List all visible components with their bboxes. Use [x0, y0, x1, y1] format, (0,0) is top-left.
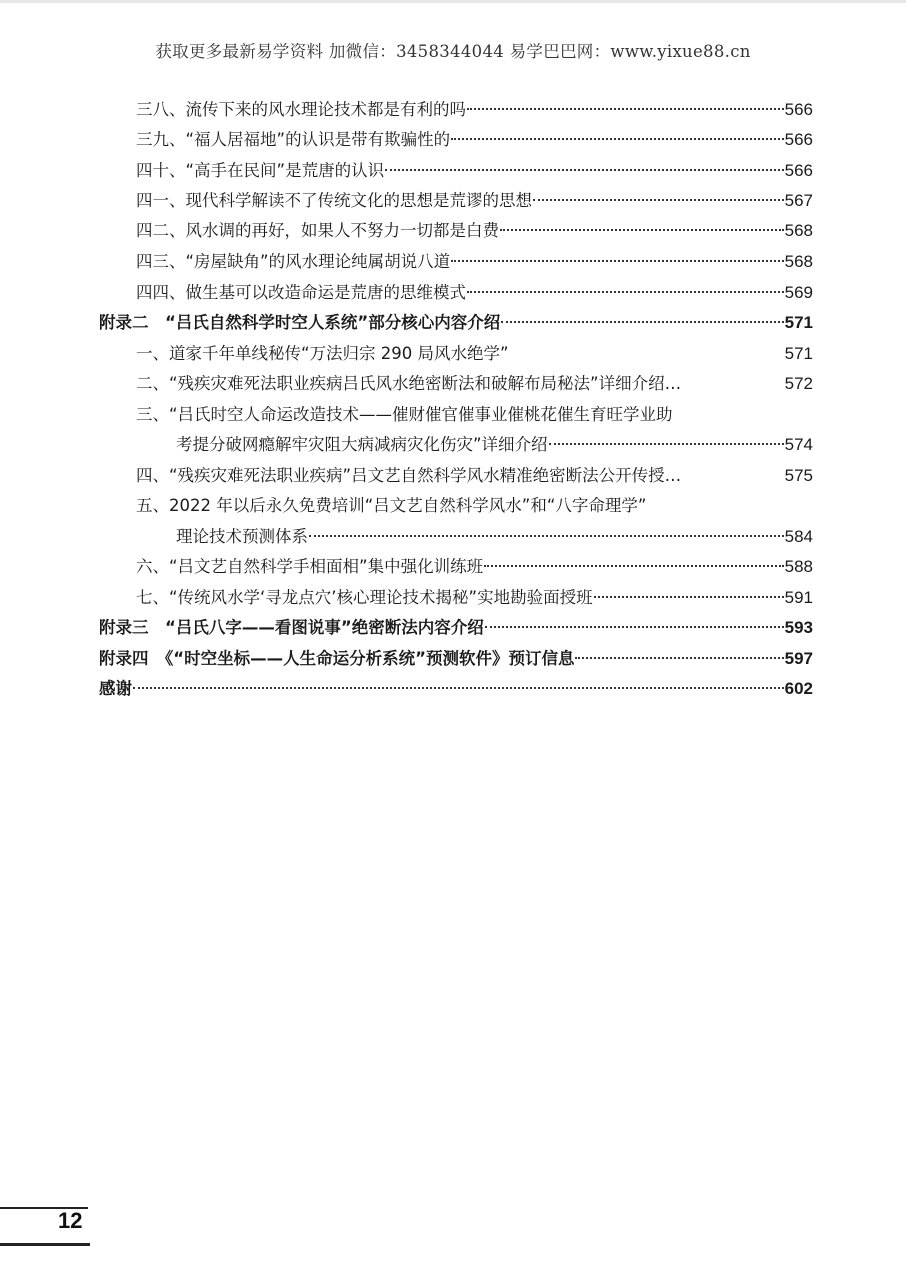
toc-entry-continuation[interactable] — [176, 430, 813, 460]
toc-entry-page: 602 — [784, 679, 813, 698]
toc-entry-page: 593 — [784, 618, 813, 637]
page-number: 12 — [58, 1208, 83, 1233]
toc-entry-title: 四十、“高手在民间”是荒唐的认识 — [136, 161, 385, 180]
toc-entry-title: 四、“残疾灾难死法职业疾病”吕文艺自然科学风水精准绝密断法公开传授… — [136, 466, 682, 485]
toc-leader-dots — [467, 291, 784, 293]
toc-entry-page: 571 — [784, 344, 813, 363]
toc-leader-dots — [133, 687, 784, 689]
toc-entry-page: 566 — [784, 161, 813, 180]
top-rule — [0, 0, 906, 3]
toc-entry-page: 588 — [784, 557, 813, 576]
toc-leader-dots — [467, 108, 784, 110]
toc-entry-title: 三八、流传下来的风水理论技术都是有利的吗 — [136, 100, 466, 119]
toc-entry-title[interactable]: 三、“吕氏时空人命运改造技术——催财催官催事业催桃花催生育旺学业助 — [136, 405, 673, 424]
toc-entry-page: 574 — [784, 435, 813, 454]
toc-appendix-entry[interactable] — [99, 644, 813, 674]
toc-entry-page: 575 — [784, 466, 813, 485]
toc-appendix-entry[interactable] — [99, 613, 813, 643]
toc-entry-page: 568 — [784, 221, 813, 240]
toc-entry-title: 附录四 《“时空坐标——人生命运分析系统”预测软件》预订信息 — [99, 649, 575, 668]
toc-entry-page: 566 — [784, 100, 813, 119]
toc-appendix-entry[interactable] — [99, 308, 813, 338]
toc-leader-spacer — [510, 352, 784, 354]
toc-entry-title: 附录二 “吕氏自然科学时空人系统”部分核心内容介绍 — [99, 313, 501, 332]
toc-leader-dots — [533, 199, 784, 201]
toc-entry-title: 四四、做生基可以改造命运是荒唐的思维模式 — [136, 283, 466, 302]
toc-entry-title: 附录三 “吕氏八字——看图说事”绝密断法内容介绍 — [99, 618, 484, 637]
toc-entry[interactable] — [136, 95, 813, 125]
watermark-header: 获取更多最新易学资料 加微信：3458344044 易学巴巴网：www.yixue88.cn — [155, 42, 751, 61]
toc-entry[interactable] — [136, 186, 813, 216]
toc-entry[interactable] — [136, 369, 813, 399]
toc-entry-title: 一、道家千年单线秘传“万法归宗 290 局风水绝学” — [136, 344, 509, 363]
toc-entry-title: 三九、“福人居福地”的认识是带有欺骗性的 — [136, 130, 451, 149]
toc-entry-continuation[interactable] — [176, 522, 813, 552]
toc-entry-page: 571 — [784, 313, 813, 332]
toc-entry[interactable] — [136, 216, 813, 246]
toc-entry[interactable] — [136, 583, 813, 613]
toc-entry-page: 572 — [784, 374, 813, 393]
toc-entry[interactable] — [136, 156, 813, 186]
toc-entry-page: 567 — [784, 191, 813, 210]
toc-entry-title[interactable]: 五、2022 年以后永久免费培训“吕文艺自然科学风水”和“八字命理学” — [136, 496, 647, 515]
toc-leader-dots — [451, 138, 784, 140]
toc-entry-page: 566 — [784, 130, 813, 149]
toc-entry-title: 理论技术预测体系 — [176, 527, 308, 546]
toc-leader-dots — [575, 657, 783, 659]
toc-entry-title: 四三、“房屋缺角”的风水理论纯属胡说八道 — [136, 252, 451, 271]
toc-leader-dots — [594, 596, 784, 598]
toc-entry-title: 感谢 — [99, 679, 132, 698]
toc-entry-page: 584 — [784, 527, 813, 546]
toc-entry[interactable] — [136, 461, 813, 491]
toc-leader-dots — [451, 260, 784, 262]
toc-entry-title: 四二、风水调的再好，如果人不努力一切都是白费 — [136, 221, 499, 240]
toc-entry[interactable] — [136, 552, 813, 582]
toc-entry-page: 591 — [784, 588, 813, 607]
toc-entry-page: 569 — [784, 283, 813, 302]
toc-leader-dots — [485, 626, 784, 628]
toc-entry[interactable] — [136, 339, 813, 369]
toc-leader-dots — [484, 565, 784, 567]
toc-entry-title: 四一、现代科学解读不了传统文化的思想是荒谬的思想 — [136, 191, 532, 210]
toc-leader-dots — [309, 535, 784, 537]
toc-appendix-entry[interactable] — [99, 674, 813, 704]
toc-entry-page: 597 — [784, 649, 813, 668]
toc-leader-dots — [501, 321, 783, 323]
toc-leader-dots — [549, 443, 784, 445]
toc-entry-page: 568 — [784, 252, 813, 271]
page-number-rule-bottom — [0, 1243, 90, 1246]
toc-entry-title: 六、“吕文艺自然科学手相面相”集中强化训练班 — [136, 557, 484, 576]
toc-leader-dots — [385, 169, 784, 171]
toc-entry-title: 考提分破网瘾解牢灾阻大病减病灾化伤灾”详细介绍 — [176, 435, 548, 454]
toc-entry[interactable] — [136, 125, 813, 155]
toc-entry[interactable] — [136, 247, 813, 277]
toc-entry-title: 七、“传统风水学‘寻龙点穴’核心理论技术揭秘”实地勘验面授班 — [136, 588, 593, 607]
toc-leader-dots — [500, 229, 784, 231]
toc-entry-title: 二、“残疾灾难死法职业疾病吕氏风水绝密断法和破解布局秘法”详细介绍… — [136, 374, 682, 393]
toc-entry[interactable] — [136, 278, 813, 308]
